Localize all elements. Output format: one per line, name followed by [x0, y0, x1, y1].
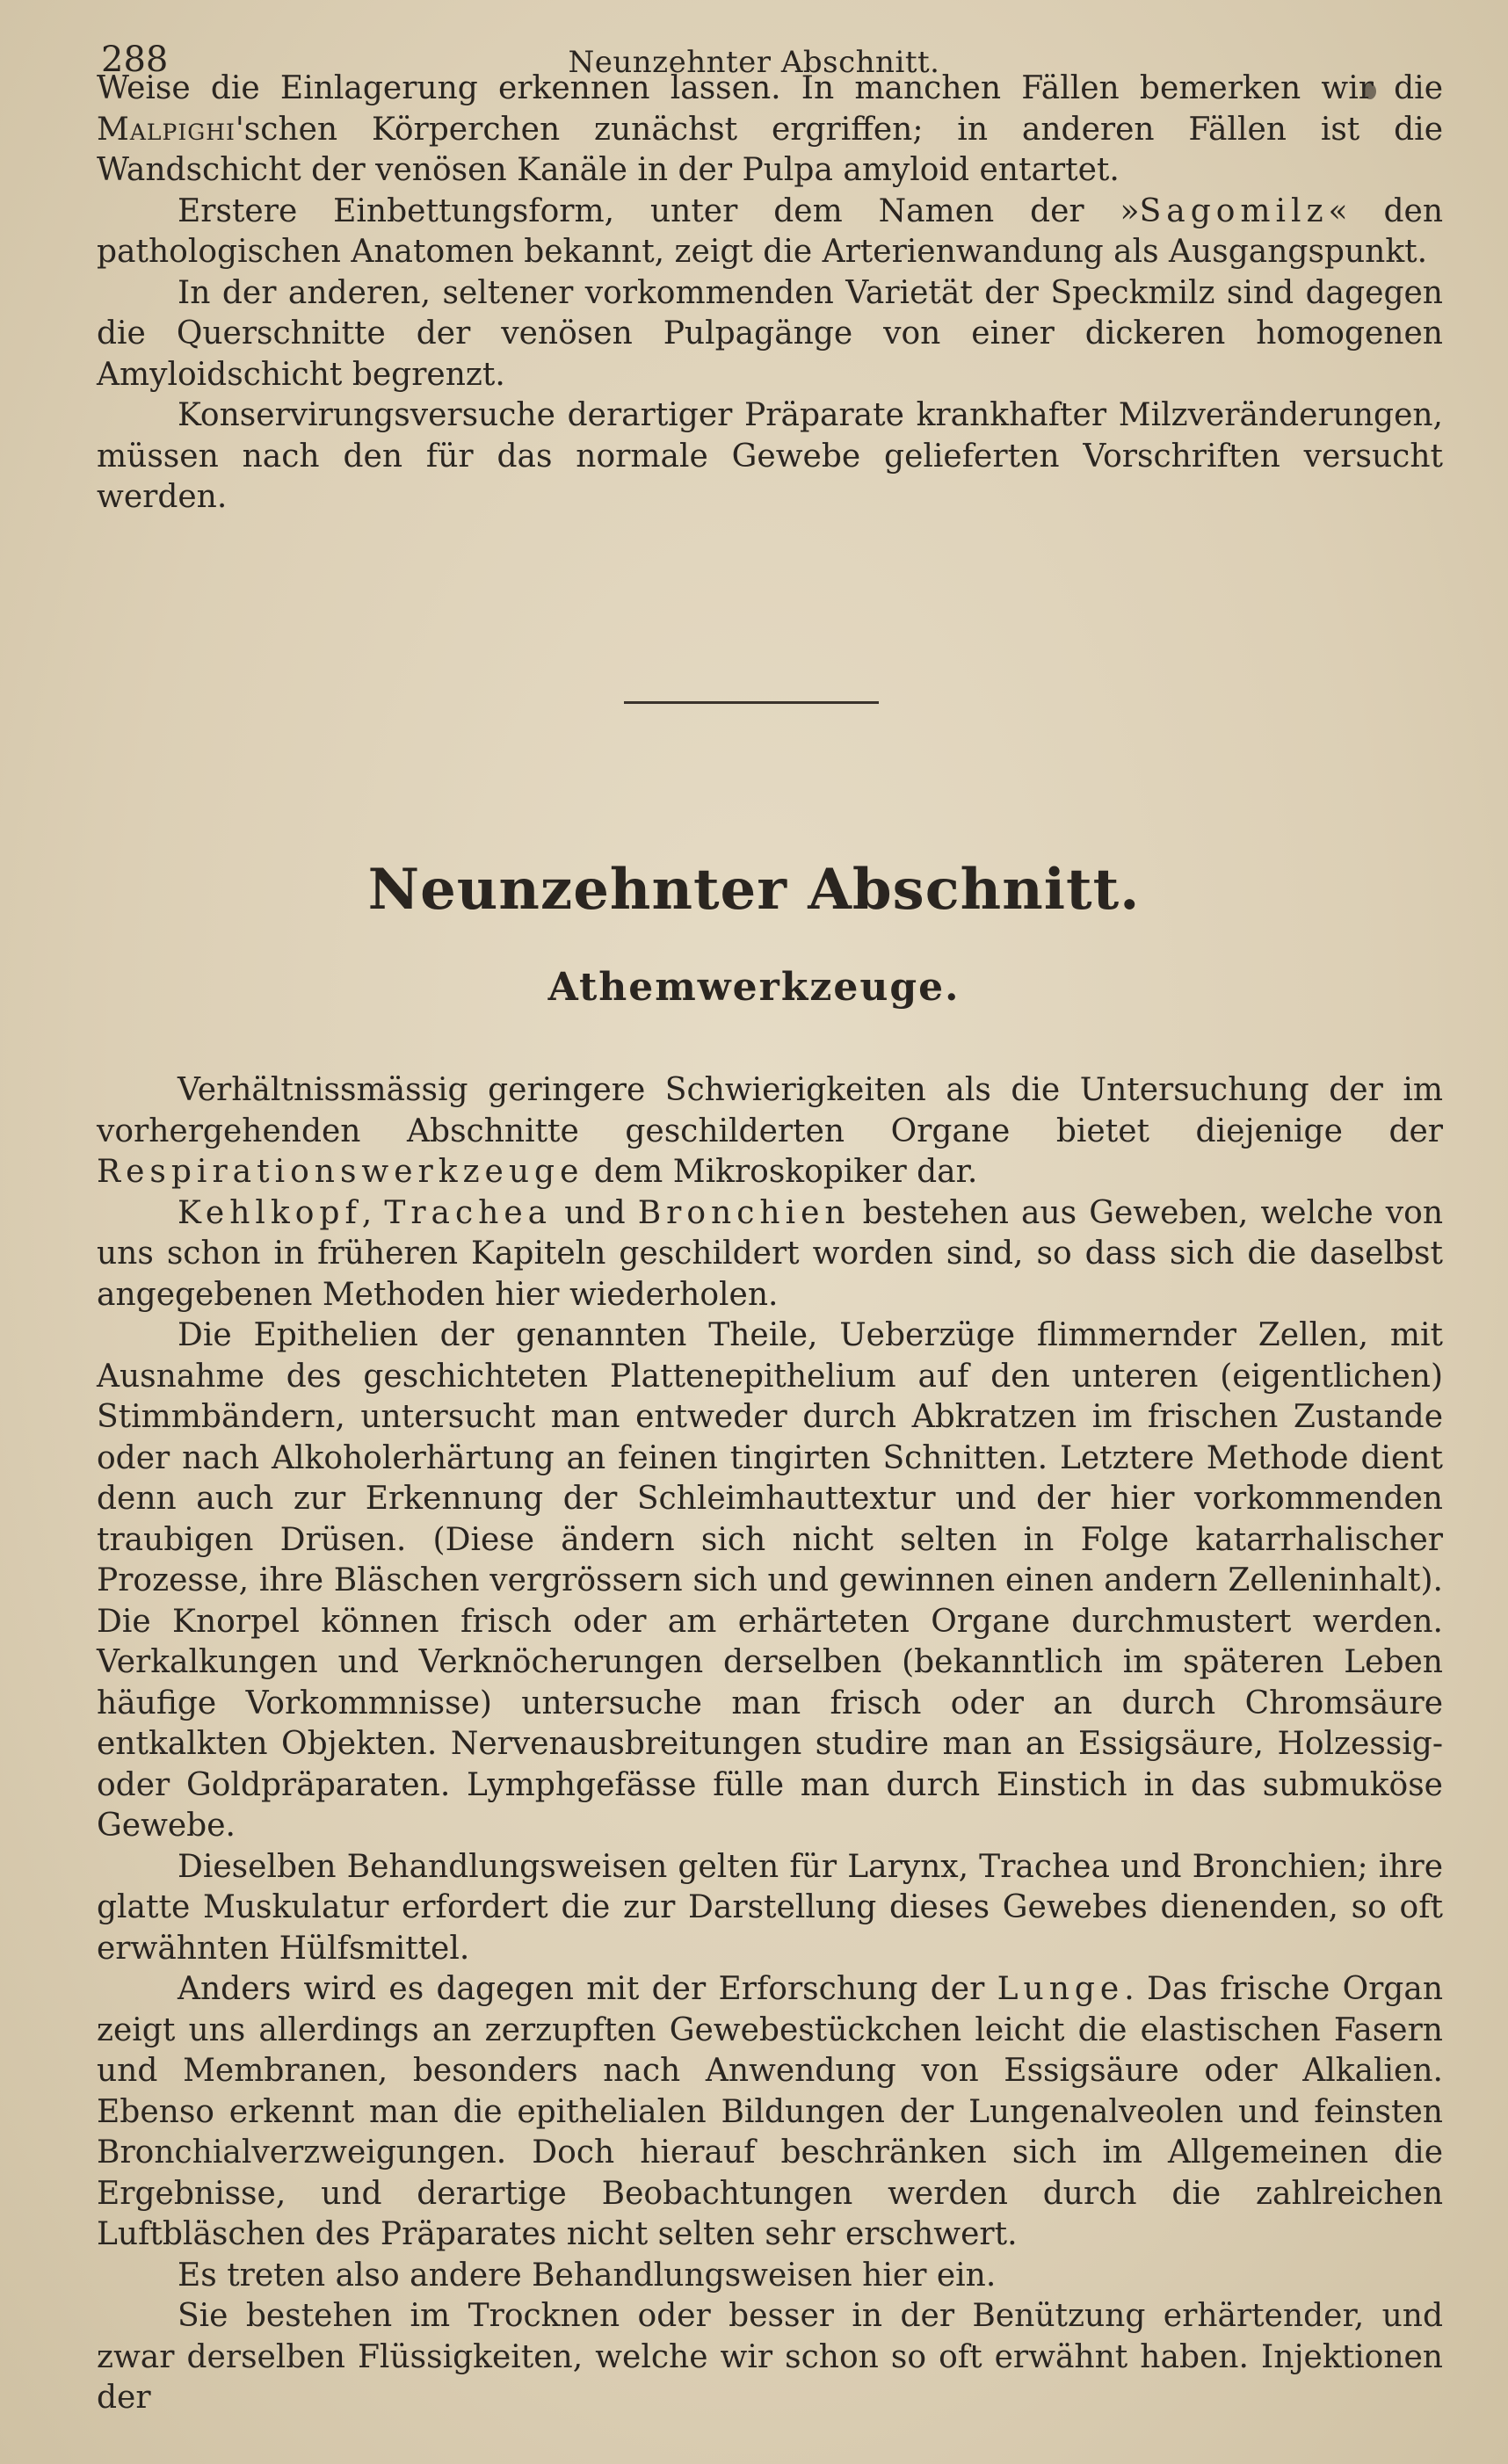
chapter-body — [97, 1070, 1443, 2419]
paragraph: In der anderen, seltener vorkommenden Varietät der Speckmilz sind dagegen die Querschnitte der venösen Pulpagänge von einer dickeren homogenen Amyloidschicht begrenzt. — [97, 274, 1443, 393]
paragraph: Die Epithelien der genannten Theile, Ueberzüge flimmernder Zellen, mit Ausnahme des geschichteten Plattenepithelium auf den unteren (eigentlichen) Stimmbändern, untersucht man entweder durch Abkratzen im frischen Zustande oder nach Alkoholerhärtung an feinen tingirten Schnitten. Letztere Methode dient denn auch zur Erkennung der Schleimhauttextur und der hier vorkommenden traubigen Drüsen. (Diese ändern sich nicht selten in Folge katarrhalischer Prozesse, ihre Bläschen vergrössern sich und gewinnen einen andern Zelleninhalt). Die Knorpel können frisch oder am erhärteten Organe durchmustert werden. Verkalkungen und Verknöcherungen derselben (bekanntlich im späteren Leben häufige Vorkommnisse) untersuche man frisch oder an durch Chromsäure entkalkten Objekten. Nervenausbreitungen studire man an Essigsäure, Holzessig- oder Goldpräparaten. Lymphgefässe fülle man durch Einstich in das submuköse Gewebe. — [97, 1317, 1443, 1844]
paragraph: Sie bestehen im Trocknen oder besser in der Benützung erhärtender, und zwar derselben Flüssigkeiten, welche wir schon so oft erwähnt haben. Injektionen der — [97, 2298, 1443, 2416]
paragraph: Kehlkopf, Trachea und Bronchien bestehen aus Geweben, welche von uns schon in früheren Kapiteln geschildert worden sind, so dass sich die daselbst angegebenen Methoden hier wiederholen. — [97, 1194, 1444, 1313]
paragraph: Erstere Einbettungsform, unter dem Namen der »Sagomilz« den pathologischen Anatomen bekannt, zeigt die Arterienwandung als Ausgangspunkt. — [97, 192, 1443, 270]
previous-chapter-text — [97, 69, 1443, 518]
paragraph: Es treten also andere Behandlungsweisen hier ein. — [178, 2257, 997, 2294]
paragraph: Dieselben Behandlungsweisen gelten für Larynx, Trachea und Bronchien; ihre glatte Muskulatur erfordert die zur Darstellung dieses Gewebes dienenden, so oft erwähnten Hülfsmittel. — [97, 1848, 1443, 1967]
running-title: Neunzehnter Abschnitt. — [568, 45, 940, 80]
paragraph: Anders wird es dagegen mit der Erforschung der Lunge. Das frische Organ zeigt uns allerdings an zerzupften Gewebestückchen leicht die elastischen Fasern und Membranen, besonders nach Anwendung von Essigsäure oder Alkalien. Ebenso erkennt man die epithelialen Bildungen der Lungenalveolen und feinsten Bronchialverzweigungen. Doch hierauf beschränken sich im Allgemeinen die Ergebnisse, und derartige Beobachtungen werden durch die zahlreichen Luftbläschen des Präparates nicht selten sehr erschwert. — [97, 1971, 1444, 2252]
paragraph: Verhältnissmässig geringere Schwierigkeiten als die Untersuchung der im vorhergehenden Abschnitte geschilderten Organe bietet diejenige der Respirationswerkzeuge dem Mikroskopiker dar. — [97, 1072, 1443, 1190]
page-number: 288 — [101, 40, 169, 80]
chapter-title: Neunzehnter Abschnitt. — [367, 857, 1141, 923]
paragraph: Weise die Einlagerung erkennen lassen. In manchen Fällen bemerken wir die Malpighi'schen Körperchen zunächst ergriffen; in anderen Fällen ist die Wandschicht der venösen Kanäle in der Pulpa amyloid entartet. — [97, 70, 1443, 188]
chapter-subtitle: Athemwerkzeuge. — [547, 965, 961, 1010]
section-divider — [624, 701, 879, 704]
paragraph: Konservirungsversuche derartiger Präparate krankhafter Milzveränderungen, müssen nach den für das normale Gewebe gelieferten Vorschriften versucht werden. — [97, 397, 1443, 515]
